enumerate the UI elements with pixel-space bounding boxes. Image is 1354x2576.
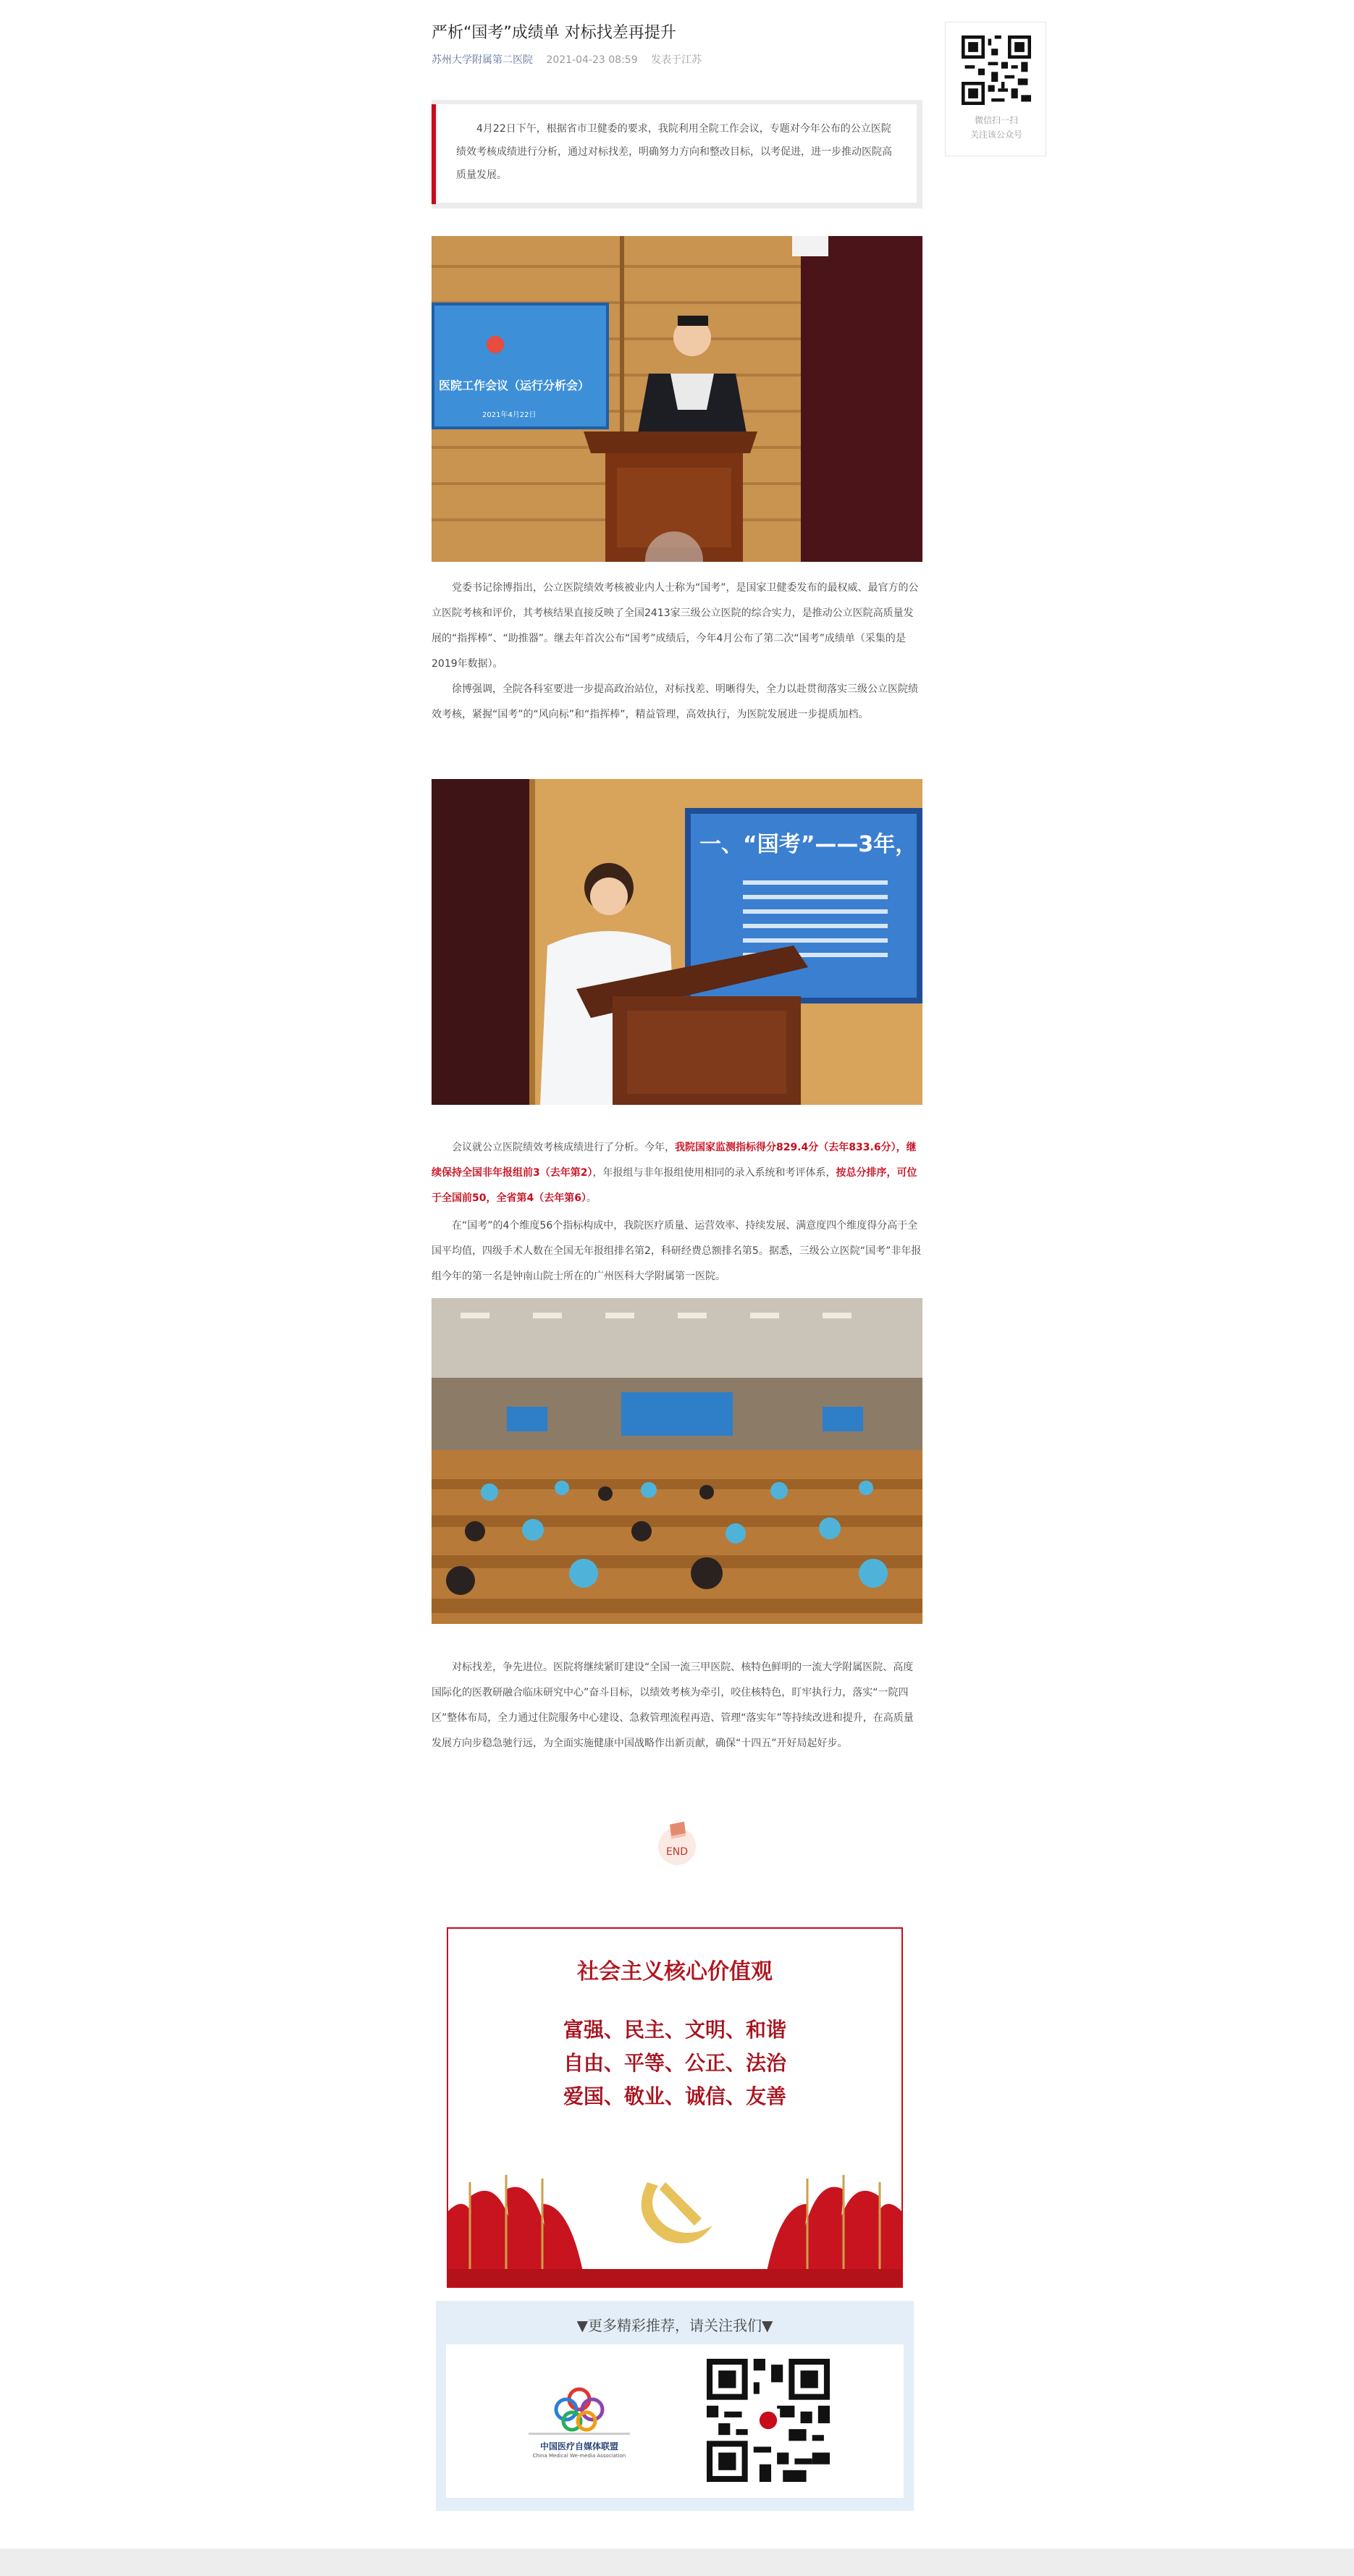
- photo-speaker-female: [432, 779, 922, 1105]
- highlight-rank: 按总分排序，可位于全国前50，全省第4（去年第6）: [432, 1167, 917, 1204]
- follow-card: [446, 2344, 904, 2498]
- photo-auditorium: [432, 1298, 922, 1624]
- screen1-date: 2021年4月22日: [482, 411, 537, 419]
- paragraph-4: 在“国考”的4个维度56个指标构成中，我院医疗质量、运营效率、持续发展、满意度四个维度得分高于全国平均值，四级手术人数在全国无年报组排名第2，科研经费总额排名第5。据悉，三级公立医院“国考”非年报组今年的第一名是钟南山院士所在的广州医科大学附属第一医院。: [432, 1220, 922, 1282]
- intro-quote-block: [432, 100, 922, 209]
- paragraph-3-text-b: ，年报组与非年报组使用相同的录入系统和考评体系，: [592, 1167, 836, 1179]
- page-footer-bar: [0, 2548, 1354, 2576]
- book-icon: [655, 1817, 699, 1868]
- article-title: 严析“国考”成绩单 对标找差再提升: [432, 24, 676, 42]
- follow-qr-code-icon[interactable]: [707, 2359, 830, 2482]
- publish-datetime: 2021-04-23 08:59: [546, 54, 638, 66]
- poster-title: 社会主义核心价值观: [577, 1959, 773, 1984]
- photo-speaker-male: [432, 236, 922, 562]
- poster-line-3: 爱国、敬业、诚信、友善: [563, 2084, 786, 2108]
- article-meta: [432, 52, 712, 67]
- sidebar-qr-panel[interactable]: [945, 22, 1046, 156]
- screen1-title: 医院工作会议（运行分析会）: [439, 379, 590, 392]
- qr-caption-scan: 微信扫一扫: [974, 115, 1018, 125]
- intro-text: 4月22日下午，根据省市卫健委的要求，我院利用全院工作会议，专题对今年公布的公立医院绩效考核成绩进行分析，通过对标找差，明确努力方向和整改目标，以考促进，进一步推动医院高质量发展。: [437, 104, 917, 203]
- paragraph-3-text-c: 。: [586, 1192, 597, 1204]
- media-alliance-name: 中国医疗自媒体联盟: [539, 2441, 618, 2451]
- follow-section: [436, 2301, 914, 2511]
- media-alliance-name-en: China Medical We-media Association: [532, 2453, 626, 2459]
- quote-accent-bar: [432, 104, 436, 204]
- highlight-score: 我院国家监测指标得分829.4分（去年833.6分），继续保持全国非年报组前3（去年第2）: [432, 1142, 917, 1179]
- follow-title: ▼更多精彩推荐，请关注我们▼: [576, 2317, 773, 2334]
- paragraph-3: [432, 1135, 922, 1211]
- end-label: END: [665, 1846, 689, 1858]
- flags-illustration: [448, 1929, 901, 2286]
- qr-code-icon: [962, 35, 1031, 105]
- paragraph-5: 对标找差，争先进位。医院将继续紧盯建设“全国一流三甲医院、核特色鲜明的一流大学附属医院、高度国际化的医教研融合临床研究中心”奋斗目标，以绩效考核为牵引，咬住核特色，盯牢执行力，落实“一院四区”整体布局，全力通过住院服务中心建设、急救管理流程再造、管理“落实年”等持续改进和提升，在高质量发展方向步稳急驰行远，为全面实施健康中国战略作出新贡献，确保“十四五”开好局起好步。: [432, 1662, 914, 1749]
- end-mark: [655, 1817, 699, 1868]
- paragraph-2: 徐博强调，全院各科室要进一步提高政治站位，对标找差、明晰得失，全力以赴贯彻落实三级公立医院绩效考核，紧握“国考”的“风向标”和“指挥棒”，精益管理，高效执行，为医院发展进一步提质加档。: [432, 683, 918, 720]
- screen2-title: 一、“国考”——3年，: [699, 832, 917, 857]
- paragraph-1: 党委书记徐博指出，公立医院绩效考核被业内人士称为“国考”，是国家卫健委发布的最权威、最官方的公立医院考核和评价，其考核结果直接反映了全国2413家三级公立医院的综合实力，是推动公立医院高质量发展的“指挥棒”、“助推器”。继去年首次公布“国考”成绩后，今年4月公布了第二次“国考”成绩单（采集的是2019年数据）。: [432, 582, 919, 670]
- paragraph-3-text-a: 会议就公立医院绩效考核成绩进行了分析。今年，: [452, 1142, 675, 1153]
- publish-location: 发表于江苏: [651, 54, 702, 66]
- core-values-poster: [447, 1927, 903, 2288]
- source-account-link[interactable]: 苏州大学附属第二医院: [432, 54, 533, 66]
- qr-caption-follow: 关注该公众号: [970, 130, 1022, 140]
- poster-line-2: 自由、平等、公正、法治: [563, 2051, 786, 2075]
- poster-line-1: 富强、民主、文明、和谐: [563, 2018, 786, 2042]
